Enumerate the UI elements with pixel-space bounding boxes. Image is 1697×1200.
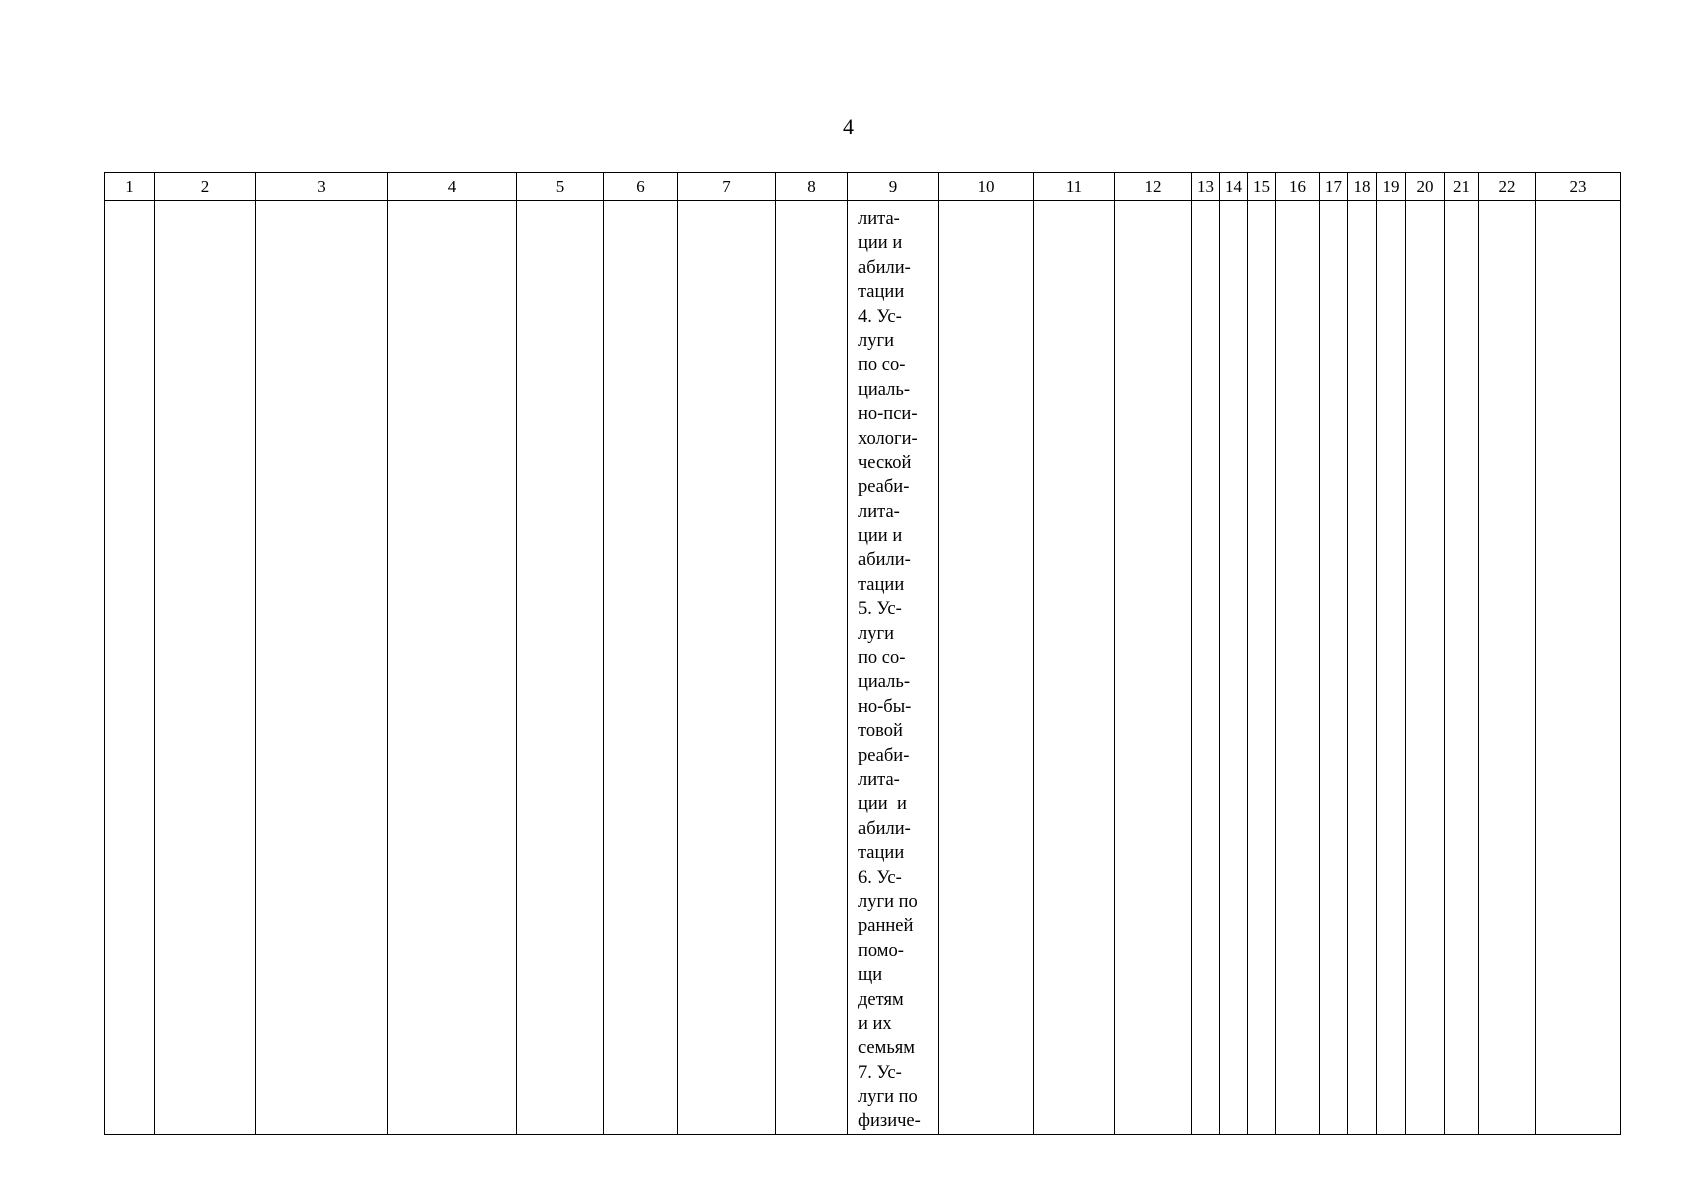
text-line: лита-: [858, 501, 900, 522]
services-list-cell: [848, 201, 939, 1135]
column-header: 3: [256, 173, 388, 201]
column-header: 4: [388, 173, 517, 201]
table-cell: [1220, 201, 1248, 1135]
header-row: [105, 173, 1621, 201]
table-cell: [604, 201, 678, 1135]
text-line: лита-: [858, 769, 900, 790]
column-header: 15: [1248, 173, 1276, 201]
services-list-text: [848, 201, 938, 1134]
text-line: щи: [858, 965, 883, 986]
text-line: по со-: [858, 648, 906, 669]
table-cell: [939, 201, 1034, 1135]
text-line: луги: [858, 623, 894, 644]
data-table: [104, 172, 1621, 1135]
column-header: 21: [1445, 173, 1479, 201]
text-line: детям: [858, 989, 904, 1010]
text-line: луги по: [858, 891, 918, 912]
column-header: 23: [1536, 173, 1621, 201]
column-header: 12: [1115, 173, 1192, 201]
table-cell: [1377, 201, 1406, 1135]
table-cell: [256, 201, 388, 1135]
text-line: физиче-: [858, 1111, 921, 1132]
text-line: тации: [858, 282, 905, 303]
column-header: 13: [1192, 173, 1220, 201]
text-line: тации: [858, 574, 905, 595]
table-row: [105, 201, 1621, 1135]
table-cell: [1192, 201, 1220, 1135]
text-line: 4. Ус-: [858, 306, 902, 327]
text-line: ранней: [858, 916, 914, 937]
text-line: ции и: [858, 794, 907, 815]
text-line: 7. Ус-: [858, 1062, 902, 1083]
table-cell: [1276, 201, 1320, 1135]
column-header: 10: [939, 173, 1034, 201]
text-line: абили-: [858, 550, 911, 571]
table-cell: [1034, 201, 1115, 1135]
text-line: ческой: [858, 452, 912, 473]
text-line: реаби-: [858, 477, 910, 498]
text-line: луги: [858, 330, 894, 351]
text-line: по со-: [858, 355, 906, 376]
table-cell: [1348, 201, 1377, 1135]
column-header: 6: [604, 173, 678, 201]
column-header: 22: [1479, 173, 1536, 201]
table-cell: [517, 201, 604, 1135]
table-cell: [678, 201, 776, 1135]
text-line: абили-: [858, 818, 911, 839]
text-line: 6. Ус-: [858, 867, 902, 888]
table-cell: [1536, 201, 1621, 1135]
text-line: тации: [858, 843, 905, 864]
column-header: 1: [105, 173, 155, 201]
table-cell: [155, 201, 256, 1135]
text-line: реаби-: [858, 745, 910, 766]
text-line: хологи-: [858, 428, 918, 449]
column-header: 9: [848, 173, 939, 201]
table-cell: [1479, 201, 1536, 1135]
text-line: луги по: [858, 1087, 918, 1108]
table-cell: [388, 201, 517, 1135]
table-cell: [1445, 201, 1479, 1135]
text-line: семьям: [858, 1038, 916, 1059]
column-header: 18: [1348, 173, 1377, 201]
text-line: но-пси-: [858, 404, 918, 425]
column-header: 11: [1034, 173, 1115, 201]
text-line: товой: [858, 721, 903, 742]
text-line: 5. Ус-: [858, 599, 902, 620]
column-header: 17: [1320, 173, 1348, 201]
text-line: абили-: [858, 257, 911, 278]
column-header: 20: [1406, 173, 1445, 201]
text-line: ции и: [858, 526, 903, 547]
page-number: 4: [843, 114, 854, 139]
table-cell: [1115, 201, 1192, 1135]
text-line: циаль-: [858, 379, 911, 400]
column-header: 7: [678, 173, 776, 201]
table-cell: [105, 201, 155, 1135]
column-header: 19: [1377, 173, 1406, 201]
column-header: 5: [517, 173, 604, 201]
column-header: 16: [1276, 173, 1320, 201]
text-line: но-бы-: [858, 696, 912, 717]
text-line: ции и: [858, 233, 903, 254]
text-line: циаль-: [858, 672, 911, 693]
text-line: помо-: [858, 940, 904, 961]
table-cell: [1406, 201, 1445, 1135]
column-header: 2: [155, 173, 256, 201]
column-header: 8: [776, 173, 848, 201]
table-cell: [1248, 201, 1276, 1135]
column-header: 14: [1220, 173, 1248, 201]
table-cell: [776, 201, 848, 1135]
text-line: и их: [858, 1013, 892, 1034]
table-cell: [1320, 201, 1348, 1135]
text-line: лита-: [858, 209, 900, 229]
